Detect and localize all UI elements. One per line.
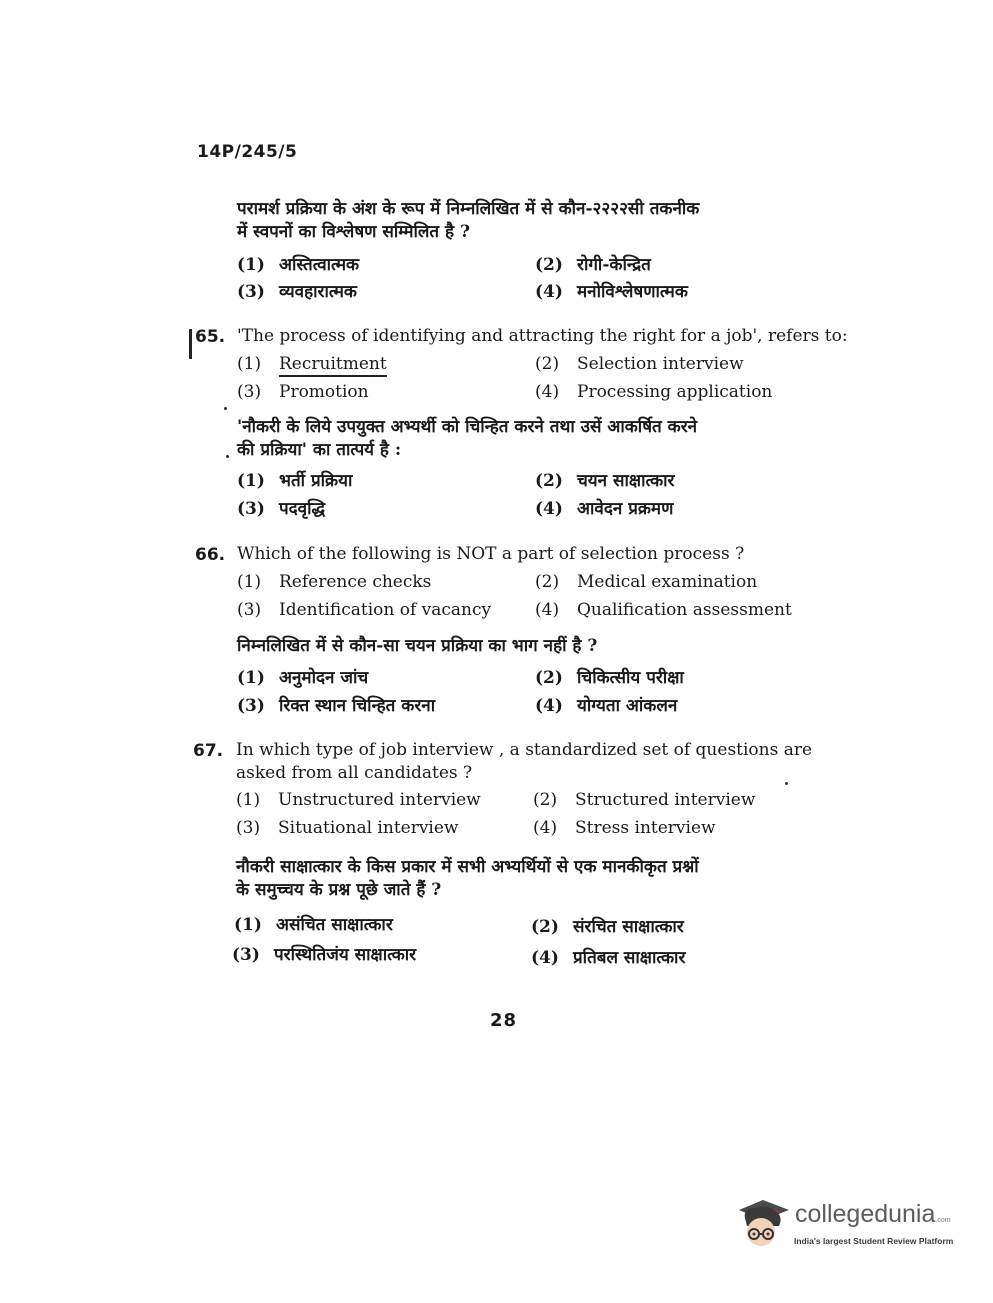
q67-hindi-line-2: के समुच्चय के प्रश्न पूछे जाते हैं ? xyxy=(236,880,442,900)
collegedunia-watermark xyxy=(737,1196,962,1262)
q67-hindi-option-4: (4) प्रतिबल साक्षात्कार xyxy=(531,948,686,968)
q66-option-3: (3) Identification of vacancy xyxy=(237,600,492,620)
q64-hindi-option-2: (2) रोगी-केन्द्रित xyxy=(535,255,651,275)
q65-hindi-option-4: (4) आवेदन प्रक्रमण xyxy=(535,499,674,519)
q66-hindi-option-4: (4) योग्यता आंकलन xyxy=(535,696,678,716)
q64-hindi-option-4: (4) मनोविश्लेषणात्मक xyxy=(535,282,688,302)
q66-hindi-option-1: (1) अनुमोदन जांच xyxy=(237,668,369,688)
q66-number: 66. xyxy=(195,545,226,565)
mascot-icon xyxy=(737,1196,793,1256)
q65-option-1-underlined: Recruitment xyxy=(279,354,387,377)
q64-hindi-option-3: (3) व्यवहारात्मक xyxy=(237,282,357,302)
brand-tagline: India's largest Student Review Platform xyxy=(794,1236,954,1246)
scan-speck xyxy=(785,782,788,785)
q65-hindi-option-3: (3) पदवृद्धि xyxy=(237,499,326,519)
q67-hindi-option-3: (3) परस्थितिजंय साक्षात्कार xyxy=(232,945,417,965)
q66-option-2: (2) Medical examination xyxy=(535,572,758,592)
brand-name: collegedunia xyxy=(795,1200,936,1228)
paper-code: 14P/245/5 xyxy=(197,142,298,162)
q64-hindi-line-2: में स्वपनों का विश्लेषण सम्मिलित है ? xyxy=(237,222,470,242)
q67-question-line-2: asked from all candidates ? xyxy=(236,763,473,783)
q66-hindi-option-3: (3) रिक्त स्थान चिन्हित करना xyxy=(237,696,436,716)
page-number: 28 xyxy=(490,1010,518,1031)
scan-speck xyxy=(226,455,229,458)
brand-com: .com xyxy=(935,1217,951,1224)
q65-hindi-option-1: (1) भर्ती प्रक्रिया xyxy=(237,471,353,491)
q65-option-3: (3) Promotion xyxy=(237,382,369,402)
q67-hindi-line-1: नौकरी साक्षात्कार के किस प्रकार में सभी अभ्यर्थियों से एक मानकीकृत प्रश्नों xyxy=(236,857,699,877)
scan-speck xyxy=(224,407,227,410)
q64-hindi-option-1: (1) अस्तित्वात्मक xyxy=(237,255,360,275)
q65-question: 'The process of identifying and attracting the right for a job', refers to: xyxy=(237,326,848,346)
q65-option-4: (4) Processing application xyxy=(535,382,773,402)
q67-option-4: (4) Stress interview xyxy=(533,818,716,838)
q66-hindi-question: निम्नलिखित में से कौन-सा चयन प्रक्रिया का भाग नहीं है ? xyxy=(237,636,598,656)
q65-option-2: (2) Selection interview xyxy=(535,354,744,374)
q67-question-line-1: In which type of job interview , a standardized set of questions are xyxy=(236,740,813,760)
q67-option-3: (3) Situational interview xyxy=(236,818,459,838)
q65-number: 65. xyxy=(195,327,226,347)
q67-option-2: (2) Structured interview xyxy=(533,790,756,810)
q66-question: Which of the following is NOT a part of selection process ? xyxy=(237,544,745,564)
margin-mark xyxy=(189,329,192,359)
q65-option-1: (1) Recruitment xyxy=(237,354,387,374)
q67-option-1: (1) Unstructured interview xyxy=(236,790,481,810)
q67-number: 67. xyxy=(193,741,224,761)
q66-option-1: (1) Reference checks xyxy=(237,572,432,592)
q67-hindi-option-2: (2) संरचित साक्षात्कार xyxy=(531,917,684,937)
q67-hindi-option-1: (1) असंचित साक्षात्कार xyxy=(234,915,393,935)
q65-hindi-line-1: 'नौकरी के लिये उपयुक्त अभ्यर्थी को चिन्हित करने तथा उसें आकर्षित करने xyxy=(237,417,698,437)
q66-option-4: (4) Qualification assessment xyxy=(535,600,792,620)
q64-hindi-line-1: परामर्श प्रक्रिया के अंश के रूप में निम्नलिखित में से कौन-२२२२सी तकनीक xyxy=(237,199,700,219)
q65-hindi-line-2: की प्रक्रिया' का तात्पर्य है : xyxy=(237,440,402,460)
q65-hindi-option-2: (2) चयन साक्षात्कार xyxy=(535,471,675,491)
q66-hindi-option-2: (2) चिकित्सीय परीक्षा xyxy=(535,668,684,688)
